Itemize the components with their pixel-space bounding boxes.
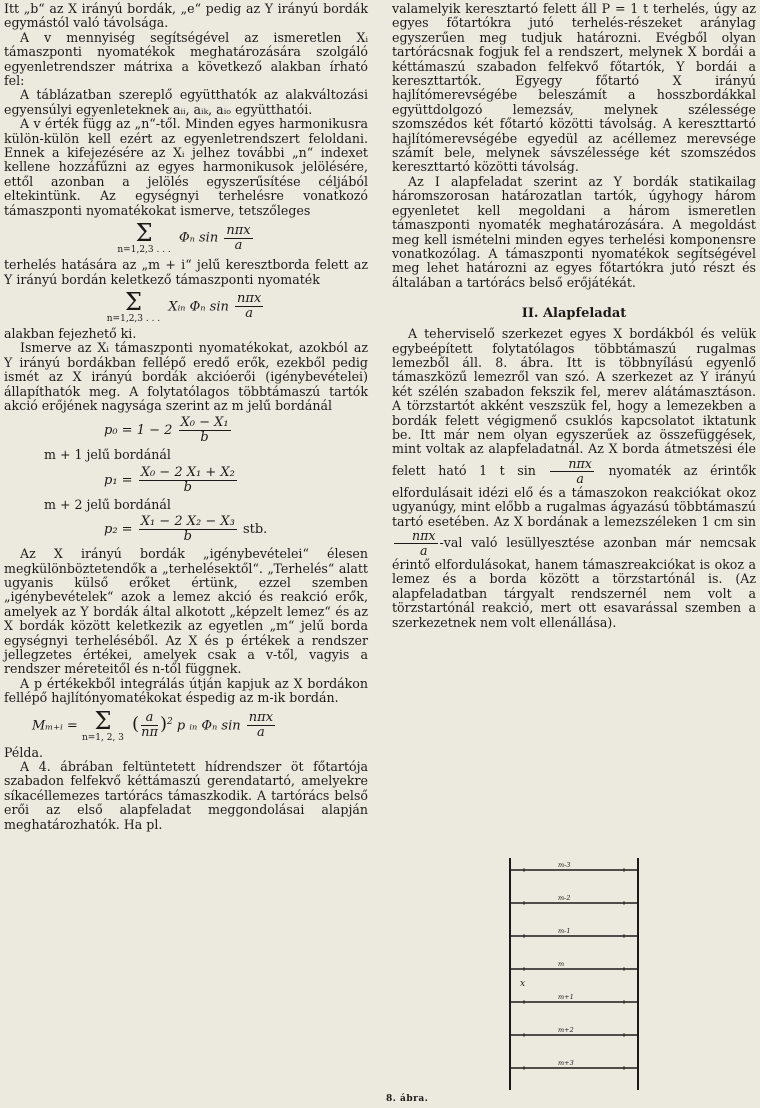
equation: Σ n=1,2,3 . . . Φₙ sin $\frac{\text{nπx}}{a}$ [117,219,251,256]
rib-label: m-1 [558,927,571,935]
paragraph: m + 1 jelű bordánál [44,447,171,463]
section-title: II. Alapfeladat [521,306,627,322]
paragraph: Példa. [4,744,43,760]
rib-lines [510,861,638,1070]
fraction: $\frac{a}{n\pi}$ [141,710,158,741]
paragraph: A v érték függ az „n“-től. Minden egyes harmonikusra külön-külön kell ezért az egyenletrendszert feloldani. Ennek a kifejezésére az Xᵢ jelhez további „n“ indexet kellene hozzáfűzni az egyes harmonikusok jelölésére, ettől azonban a jelölés egyszerűsítése céljából eltekintünk. Az egységnyi terhelésre vonatkozó támaszponti nyomatékokat ismerve, tetszőleges [4,116,368,218]
paragraph: A teherviselő szerkezet egyes X bordákból és velük egybeépített folytatólagos többtámaszú rugalmas lemezből áll. 8. ábra. Itt is többnyílású egyenlő támaszközű lemezről van szó. A szerkezet az Y irányú két szélén szabadon fekszik fel, merev alátámasztáson. A törzstartót akként veszszük fel, hogy a lemezekben a bordák felett végigmenő csuklós kapcsolatot iktatunk be. Itt már nem olyan egyszerűek az összefüggések, mint voltak az alapfeladatnál. Az X borda átmetszési éle felett ható 1 t sin $\frac{\text{nπx}}{a}$ nyomaték az érintők elfordulásait idézi elő és a támaszokon reakciókat okoz ugyanúgy, mint előbb a rugalmas ágyazású többtámaszú tartó esetében. Az X bordának a lemezszéleken 1 cm sin $\frac{\text{nπx}}{a}$ -val való lesüllyesztése azonban már nemcsak érintő elfordulásokat, hanem támaszreakciókat is okoz a lemez és a borda között a törzstartónál is. (Az alapfeladatban tárgyalt rendszernél nem volt a törzstartónál reakció, mert ott esavarással szemben a szerkezetnek nem volt ellenállása). [392,326,756,630]
x-axis-label: x [520,979,526,989]
figure-caption: 8. ábra. [386,1094,429,1104]
fraction: $\frac{\text{X₁ − 2 X₂ − X₃}}{b}$ [140,514,235,545]
paragraph: alakban fejezhető ki. [4,325,137,341]
paragraph: m + 2 jelű bordánál [44,496,171,512]
paragraph: valamelyik keresztartó felett áll P = 1 t terhelés, úgy az egyes főtartókra jutó terhelés-részeket aránylag egyszerűen meg tudjuk határozni. Evégből olyan tartórácsnak fogjuk fel a rendszert, melynek X bordái a kéttámaszú szabadon felfekvő főtartók, Y bordái a kereszttartók. Egyegy főtartó X irányú hajlítómerevségébe beleszámít a hosszbordákkal együttdolgozó lemezsáv, melynek szélessége szomszédos két főtartó közötti távolság. A kereszttartó hajlítómerevségébe egyedül az acéllemez merevsége számít bele, melynek sávszélessége két szomszédos kereszttartó közötti távolság. [392,1,756,175]
paragraph: A táblázatban szereplő együtthatók az alakváltozási egyensúlyi egyenleteknek aᵢᵢ, aᵢₖ, aᵢₒ együtthatói. [4,87,368,117]
summation: Σ n=1,2,3 . . . [106,287,161,324]
equation: Mₘ₊ᵢ = Σ n=1, 2, 3 ( $\frac{a}{n\pi}$ )$^2$ p ᵢₙ Φₙ sin $\frac{\text{nπx}}{a}$ [32,706,274,743]
equation: Σ n=1,2,3 . . . Xᵢₙ Φₙ sin $\frac{\text{nπx}}{a}$ [106,287,262,324]
fraction: $\frac{\text{nπx}}{a}$ [226,222,251,253]
fraction: $\frac{\text{nπx}}{a}$ [394,529,438,558]
fraction: $\frac{\text{X₀ − 2 X₁ + X₂}}{b}$ [140,464,235,495]
fraction: $\frac{\text{nπx}}{a}$ [236,291,262,322]
paragraph: A p értékekből integrálás útján kapjuk az X bordákon fellépő hajlítónyomatékokat éspedig az m-ik bordán. [4,675,368,706]
fraction: $\frac{\text{nπx}}{a}$ [550,457,594,486]
fraction: $\frac{\text{nπx}}{a}$ [248,710,274,741]
rib-label: m+2 [558,1026,574,1034]
paragraph: Ismerve az Xᵢ támaszponti nyomatékokat, azokból az Y irányú bordákban fellépő eredő erők, ezekből pedig ismét az X irányú bordák akcióerői (igénybevételei) állapíthatók meg. A folytatólagos többtámaszú tartók akció erőjének nagysága szerint az m jelű bordánál [4,340,368,413]
left-column [4,2,368,832]
right-column [392,2,756,630]
rib-label: m [558,960,565,968]
paragraph: terhelés hatására az „m + i“ jelű keresztborda felett az Y irányú bordán keletkező támaszponti nyomaték [4,257,368,287]
paragraph: Itt „b“ az X irányú bordák, „e“ pedig az Y irányú bordák egymástól való távolsága. [4,1,368,31]
fraction: $\frac{\text{X₀ − X₁}}{b}$ [180,415,229,446]
figure-8-diagram [470,858,680,1098]
rib-label: m+1 [558,993,574,1001]
equation: p₂ = $\frac{\text{X₁ − 2 X₂ − X₃}}{b}$ stb. [104,514,268,545]
equation: p₁ = $\frac{\text{X₀ − 2 X₁ + X₂}}{b}$ [104,464,235,495]
paragraph: A 4. ábrában feltüntetett hídrendszer öt főtartója szabadon felfekvő kéttámaszú gerendatartó, amelyekre síkacéllemezes tartórács támaszkodik. A tartórács belső erői az első alapfeladat meggondolásai alapján meghatározhatók. Ha pl. [4,759,368,832]
rib-label: m+3 [558,1059,574,1067]
summation: Σ n=1, 2, 3 [81,706,124,743]
paragraph: Az I alapfeladat szerint az Y bordák statikailag háromszorosan határozatlan tartók, úgyhogy három egyenletet kell megoldani a három ismeretlen támaszponti nyomaték meghatározására. A megoldást meg kell ismételni minden egyes terhelési komponensre vonatkozólag. A támaszponti nyomatékok segítségével meg lehet határozni az egyes főtartókra jutó részt és általában a tartórács belső erőjátékát. [392,173,756,290]
paragraph: Az X irányú bordák „igénybevételei“ élesen megkülönböztetendők a „terhelésektől“. „Terhelés“ alatt ugyanis külső erőket értünk, ezzel szemben „igénybevételek“ azok a lemez akció és reakció erők, amelyek az Y bordák által alkotott „képzelt lemez“ és az X bordák között keletkezik az egyetlen „m“ jelű borda egységnyi terheléséből. Az X és p értékek a rendszer jellegzetes értékei, amelyek csak a v-től, vagyis a rendszer méreteitől és n-től függnek. [4,546,368,677]
equation: p₀ = 1 − 2 $\frac{\text{X₀ − X₁}}{b}$ [104,415,229,446]
rib-label: m-2 [558,894,571,902]
paragraph: A v mennyiség segítségével az ismeretlen Xᵢ támaszponti nyomatékok meghatározására szolgáló egyenletrendszer mátrixa a következő alakban írható fel: [4,29,368,89]
summation: Σ n=1,2,3 . . . [117,219,171,256]
rib-label: m-3 [558,861,571,869]
